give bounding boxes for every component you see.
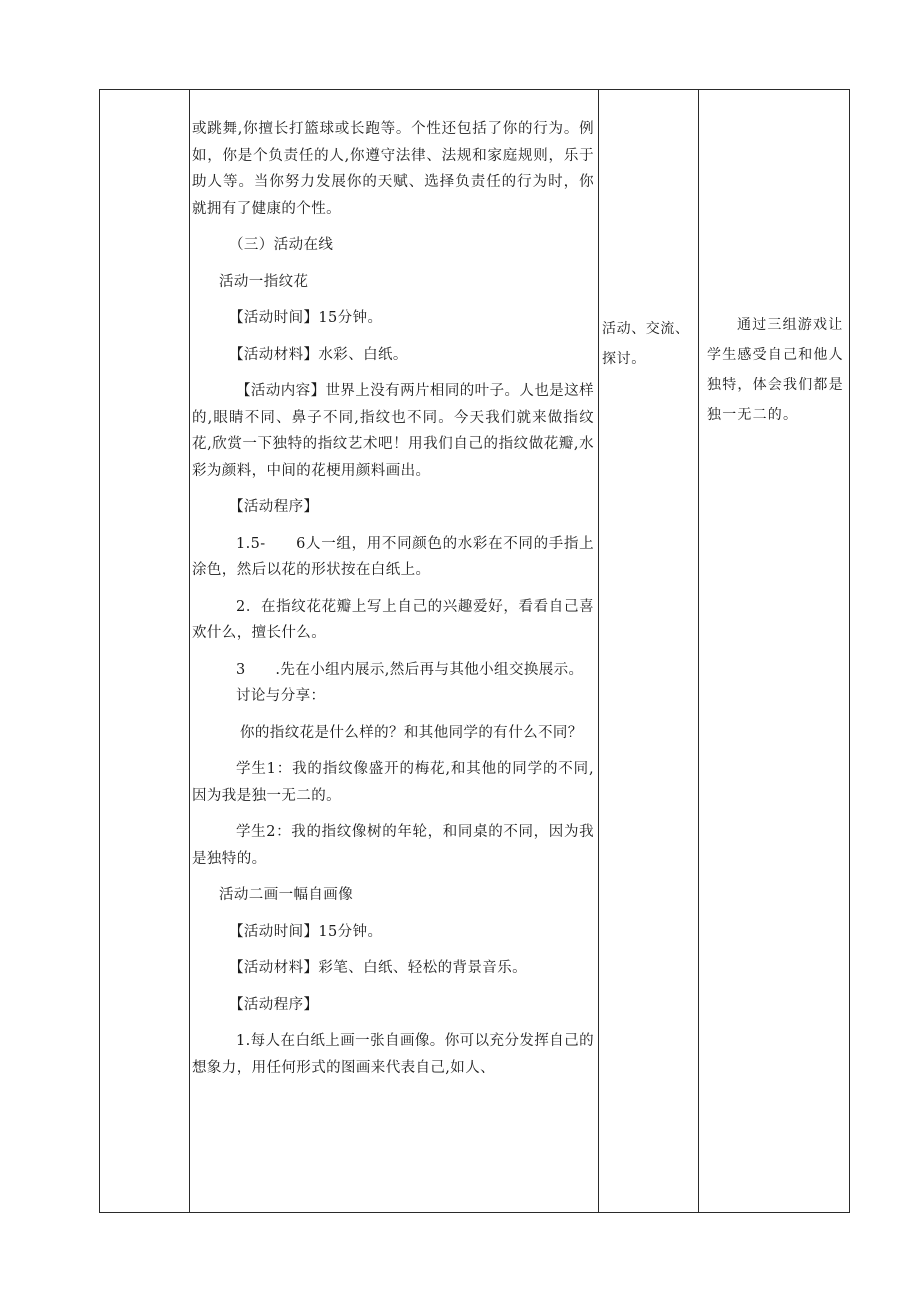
discussion-question: 你的指纹花是什么样的？和其他同学的有什么不同？ (240, 724, 583, 741)
activity-1-materials: 【活动材料】水彩、白纸。 (229, 346, 408, 363)
activity-1-content: 【活动内容】世界上没有两片相同的叶子。人也是这样的,眼睛不同、鼻子不同,指纹也不同。今天我们就来做指纹花,欣赏一下独特的指纹艺术吧！用我们自己的指纹做花瓣,水彩为颜料，中间的花梗用颜料画出。 (192, 383, 594, 479)
activity-2-title: 活动二画一幅自画像 (219, 887, 354, 903)
activity-2-time: 【活动时间】15分钟。 (229, 923, 383, 940)
design-intent-text: 通过三组游戏让学生感受自己和他人独特，体会我们都是独一无二的。 (707, 317, 844, 423)
student-2-answer: 学生2：我的指纹像树的年轮，和同桌的不同，因为我是独特的。 (192, 824, 594, 867)
discussion-heading: 讨论与分享： (236, 688, 326, 704)
activity-1-procedure-heading: 【活动程序】 (229, 499, 319, 515)
activity-1-time: 【活动时间】15分钟。 (229, 310, 383, 326)
teaching-process-cell (190, 90, 599, 1213)
lesson-plan-table (99, 89, 850, 1213)
student-activity-text: 活动、交流、探讨。 (602, 321, 690, 367)
paragraph-personality: 或跳舞,你擅长打篮球或长跑等。个性还包括了你的行为。例如，你是个负责任的人,你遵守法律、法规和家庭规则，乐于助人等。当你努力发展你的天赋、选择负责任的行为时，你就拥有了健康的个性。 (192, 121, 594, 217)
activity-1-step-3: 3 .先在小组内展示,然后再与其他小组交换展示。 (236, 661, 584, 678)
activity-1-title: 活动一指纹花 (219, 273, 309, 290)
blank-column-cell (100, 90, 190, 1213)
activity-1-step-1: 1.5- 6人一组，用不同颜色的水彩在不同的手指上涂色，然后以花的形状按在白纸上。 (192, 535, 594, 578)
activity-2-procedure-heading: 【活动程序】 (229, 996, 319, 1013)
section-heading-activities: （三）活动在线 (229, 237, 334, 253)
activity-1-step-2: 2．在指纹花花瓣上写上自己的兴趣爱好，看看自己喜欢什么，擅长什么。 (192, 598, 594, 641)
student-1-answer: 学生1：我的指纹像盛开的梅花,和其他的同学的不同,因为我是独一无二的。 (192, 761, 594, 804)
design-intent-cell (699, 90, 850, 1213)
student-activity-cell (599, 90, 699, 1213)
activity-2-materials: 【活动材料】彩笔、白纸、轻松的背景音乐。 (229, 960, 527, 976)
table-row (100, 90, 850, 1213)
activity-2-step-1: 1.每人在白纸上画一张自画像。你可以充分发挥自己的想象力，用任何形式的图画来代表自己,如人、 (192, 1033, 594, 1076)
